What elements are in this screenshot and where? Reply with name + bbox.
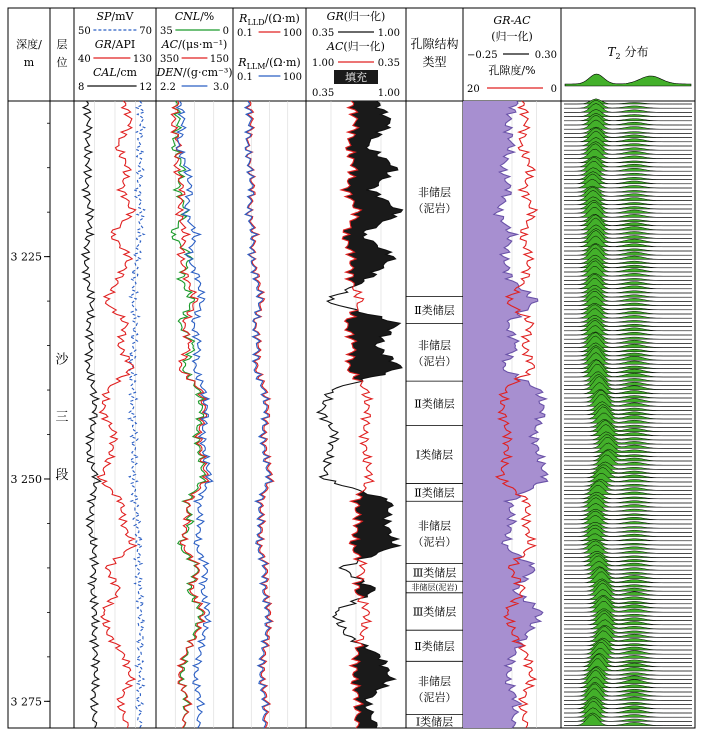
depth-tick-label-0: 3 225	[10, 250, 42, 264]
t2-wiggle	[564, 113, 692, 121]
t5-title: GR-AC	[493, 14, 531, 27]
t6-header-distribution	[565, 74, 691, 86]
t5-poro-label: 孔隙度/%	[488, 64, 536, 77]
curve-min-t3-0: 0.1	[237, 28, 253, 39]
curve-min-t1-1: 40	[78, 54, 91, 65]
curve-min-t2-0: 35	[160, 26, 173, 37]
curve-max-t2-1: 150	[209, 54, 229, 65]
depth-tick-label-2: 3 275	[10, 695, 42, 709]
curve-max-t2-2: 3.0	[213, 82, 229, 93]
pore-interval-label: 非储层	[418, 674, 451, 688]
strata-char-2: 段	[55, 467, 69, 483]
t4-gr-max: 1.00	[377, 28, 400, 39]
curve-min-t1-2: 8	[78, 82, 85, 93]
strata-header-line1: 层	[56, 38, 68, 51]
pore-interval-label-sub: （泥岩）	[412, 535, 457, 549]
t5-min: −0.25	[467, 50, 498, 61]
pore-interval-label: Ⅱ类储层	[414, 397, 455, 411]
curve-max-t1-1: 130	[132, 54, 152, 65]
strata-char-0: 沙	[55, 352, 69, 368]
pore-header-line1: 孔隙结构	[410, 37, 459, 51]
curve-title-t3-1: $R_{LLM}/(\Omega\cdot m)$	[238, 56, 301, 71]
t2-distribution-stack	[564, 99, 692, 726]
depth-header-unit: m	[23, 56, 35, 69]
header-group	[16, 9, 691, 99]
pore-interval-label: Ⅱ类储层	[414, 639, 455, 653]
curve-min-t1-0: 50	[78, 26, 91, 37]
curve-min-t2-1: 350	[160, 54, 180, 65]
pore-interval-label-sub: （泥岩）	[412, 690, 457, 704]
t4-fill-max: 1.00	[377, 88, 400, 99]
t4-ac-min: 1.00	[312, 58, 335, 69]
strata-header-line2: 位	[56, 56, 68, 69]
pore-interval-label: 非储层	[418, 519, 451, 533]
t4-ac-max: 0.35	[377, 58, 400, 69]
pore-interval-label: Ⅱ类储层	[414, 304, 455, 318]
pore-header-line2: 类型	[422, 55, 447, 69]
pore-interval-label: Ⅱ类储层	[414, 486, 455, 500]
curve-title-t2-0: CNL/%	[174, 10, 215, 23]
pore-interval-label: Ⅲ类储层	[412, 566, 457, 580]
t5-max: 0.30	[534, 50, 557, 61]
curve-max-t3-0: 100	[282, 28, 302, 39]
pore-interval-label: Ⅰ类储层	[415, 715, 454, 729]
pore-interval-label-sub: （泥岩）	[412, 201, 457, 215]
depth-tick-label-1: 3 250	[10, 472, 42, 486]
t4-fill-min: 0.35	[312, 88, 335, 99]
curve-min-t2-2: 2.2	[160, 82, 176, 93]
gr-curve	[97, 101, 136, 728]
pore-interval-label-sub: （泥岩）	[412, 355, 457, 369]
tracks-group	[82, 99, 692, 729]
t2-wiggle	[564, 525, 692, 532]
curve-max-t3-1: 100	[282, 72, 302, 83]
strata-char-1: 三	[55, 410, 69, 426]
cal-curve	[82, 101, 101, 728]
pore-interval-label: 非储层(泥岩)	[411, 583, 458, 593]
t5-note: (归一化)	[491, 30, 533, 43]
curve-max-t1-0: 70	[139, 26, 152, 37]
curve-title-t1-0: SP/mV	[96, 10, 134, 23]
curve-min-t3-1: 0.1	[237, 72, 253, 83]
t4-fill-label: 填充	[345, 71, 367, 84]
t4-ac-title: AC(归一化)	[327, 40, 385, 53]
t4-gr-title: GR(归一化)	[326, 10, 386, 23]
curve-title-t3-0: $R_{LLD}/(\Omega\cdot m)$	[239, 12, 300, 27]
pore-interval-label: Ⅲ类储层	[412, 605, 457, 619]
t4-gr-min: 0.35	[312, 28, 335, 39]
curve-title-t2-1: AC/(μs·m⁻¹)	[161, 38, 228, 51]
t5-poro-max: 0	[550, 84, 557, 95]
curve-max-t1-2: 12	[139, 82, 152, 93]
t2-wiggle	[564, 567, 692, 575]
t5-poro-min: 20	[467, 84, 480, 95]
pore-interval-label: 非储层	[418, 185, 451, 199]
pore-interval-label: Ⅰ类储层	[415, 448, 454, 462]
curve-max-t2-0: 0	[222, 26, 229, 37]
curve-title-t1-2: CAL/cm	[93, 66, 137, 79]
rllm-curve	[245, 101, 272, 728]
curve-title-t2-2: DEN/(g·cm⁻³)	[156, 66, 233, 79]
sp-curve	[129, 101, 145, 728]
curve-title-t1-1: GR/API	[94, 38, 136, 51]
depth-header-label: 深度/	[16, 38, 42, 51]
pore-interval-label: 非储层	[418, 339, 451, 353]
t6-title: $T_2$ 分布	[607, 45, 649, 61]
depth-axis-group	[11, 123, 70, 708]
